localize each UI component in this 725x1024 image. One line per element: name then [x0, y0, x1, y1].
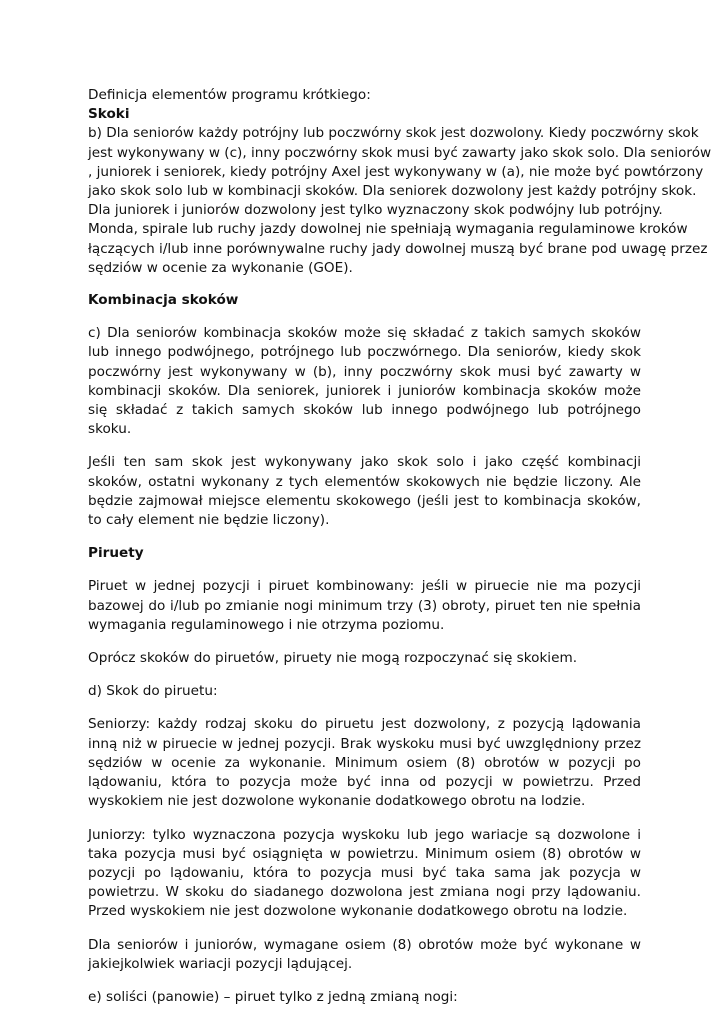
heading-spins: Piruety — [88, 545, 144, 562]
text-line: , juniorek i seniorek, kiedy potrójny Axel jest wykonywany w (a), nie może być powtórzony — [88, 163, 704, 180]
text-line: jako skok solo lub w kombinacji skoków. Dla seniorek dozwolony jest każdy potrójny skok. — [88, 183, 697, 200]
paragraph: Jeśli ten sam skok jest wykonywany jako skok solo i jako część kombinacji skoków, ostatni wykonany z tych elementów skokowych nie będzie liczony. Ale będzie zajmował miejsce elementu skokowego (jeśli jest to kombinacja skoków, to cały element nie będzie liczony). — [88, 454, 641, 529]
document-title: Definicja elementów programu krótkiego: — [88, 87, 371, 103]
text-line: sędziów w ocenie za wykonanie (GOE). — [88, 259, 353, 276]
text-line: łączących i/lub inne porównywalne ruchy jady dowolnej muszą być brane pod uwagę przez — [88, 240, 708, 257]
paragraph: e) soliści (panowie) – piruet tylko z jedną zmianą nogi: — [88, 988, 458, 1005]
paragraph: Juniorzy: tylko wyznaczona pozycja wyskoku lub jego wariacje są dozwolone i taka pozycja musi być osiągnięta w powietrzu. Minimum osiem (8) obrotów w pozycji po lądowaniu, która to pozycja musi być taka sama jak pozycja w powietrzu. W skoku do siadanego dozwolona jest zmiana nogi przy lądowaniu. Przed wyskokiem nie jest dozwolone wykonanie dodatkowego obrotu na lodzie. — [88, 826, 641, 920]
paragraph: c) Dla seniorów kombinacja skoków może się składać z takich samych skoków lub innego podwójnego, potrójnego lub poczwórnego. Dla seniorów, kiedy skok poczwórny jest wykonywany w (b), inny poczwórny skok musi być zawarty w kombinacji skoków. Dla seniorek, juniorek i juniorów kombinacja skoków może się składać z takich samych skoków lub innego podwójnego lub potrójnego skoku. — [88, 325, 641, 438]
heading-jumps: Skoki — [88, 106, 130, 123]
paragraph: Oprócz skoków do piruetów, piruety nie mogą rozpoczynać się skokiem. — [88, 650, 578, 667]
text-line: Dla juniorek i juniorów dozwolony jest tylko wyznaczony skok podwójny lub potrójny. — [88, 202, 663, 219]
paragraph: d) Skok do piruetu: — [88, 683, 218, 700]
paragraph: Dla seniorów i juniorów, wymagane osiem (8) obrotów może być wykonane w jakiejkolwiek wariacji pozycji lądującej. — [88, 936, 641, 972]
text-line: b) Dla seniorów każdy potrójny lub poczwórny skok jest dozwolony. Kiedy poczwórny skok — [88, 125, 699, 142]
text-line: Monda, spirale lub ruchy jazdy dowolnej nie spełniają wymagania regulaminowe kroków — [88, 221, 688, 238]
document-page — [88, 86, 712, 1007]
paragraph: Piruet w jednej pozycji i piruet kombinowany: jeśli w piruecie nie ma pozycji bazowej do i/lub po zmianie nogi minimum trzy (3) obroty, piruet ten nie spełnia wymagania regulaminowego i nie otrzyma poziomu. — [88, 578, 641, 633]
paragraph: Seniorzy: każdy rodzaj skoku do piruetu jest dozwolony, z pozycją lądowania inną niż w piruecie w jednej pozycji. Brak wyskoku musi być uwzględniony przez sędziów w ocenie za wykonanie. Minimum osiem (8) obrotów w pozycji po lądowaniu, która to pozycja może być inna od pozycji w powietrzu. Przed wyskokiem nie jest dozwolone wykonanie dodatkowego obrotu na lodzie. — [88, 716, 641, 810]
heading-jump-combination: Kombinacja skoków — [88, 292, 239, 309]
text-line: jest wykonywany w (c), inny poczwórny skok musi być zawarty jako skok solo. Dla seniorów — [88, 144, 712, 161]
